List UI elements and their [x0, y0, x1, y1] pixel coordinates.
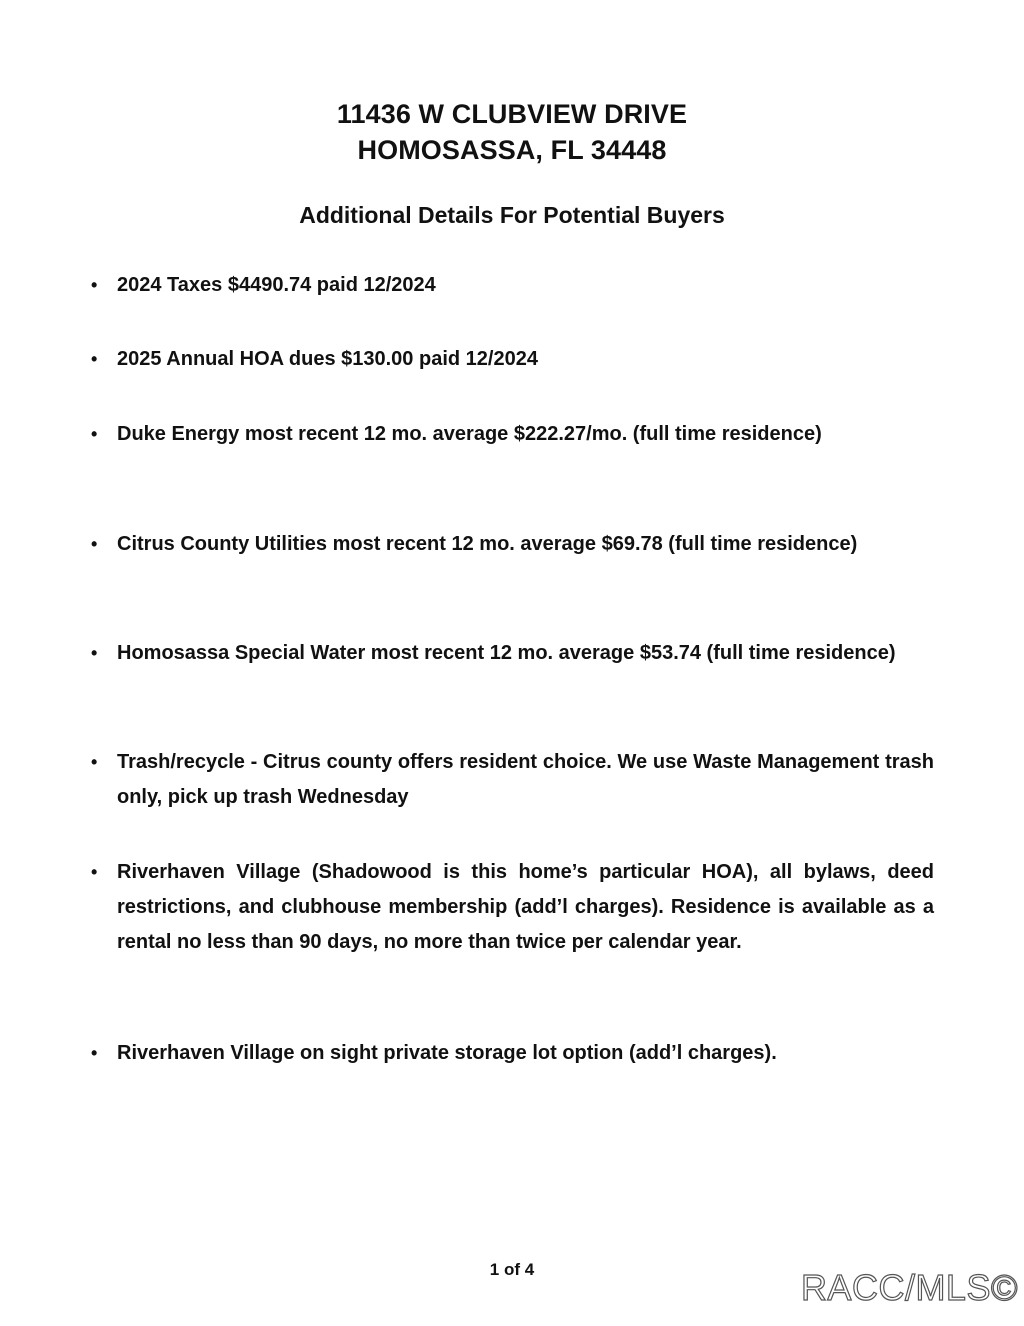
page-indicator: 1 of 4: [489, 1260, 535, 1279]
list-item-text: Riverhaven Village on sight private storage lot option (add’l charges).: [117, 1042, 777, 1064]
address-city-state-zip: HOMOSASSA, FL 34448: [357, 135, 667, 165]
list-item-text: Citrus County Utilities most recent 12 mo. average $69.78 (full time residence): [117, 533, 858, 555]
bullet-icon: •: [91, 1043, 98, 1063]
list-item-text: Riverhaven Village (Shadowood is this home’s particular HOA), all bylaws, deed restrictions, and clubhouse membership (add’l charges). Residence is available as a rental no less than 90 days, no more than twice per calendar year.: [117, 861, 934, 953]
bullet-icon: •: [91, 862, 98, 882]
list-item-text: 2025 Annual HOA dues $130.00 paid 12/2024: [117, 348, 538, 370]
bullet-icon: •: [91, 752, 98, 772]
list-item-text: Trash/recycle - Citrus county offers resident choice. We use Waste Management trash only, pick up trash Wednesday: [117, 751, 934, 808]
address-street: 11436 W CLUBVIEW DRIVE: [336, 99, 688, 129]
bullet-icon: •: [91, 275, 98, 295]
bullet-icon: •: [91, 349, 98, 369]
list-item-text: Homosassa Special Water most recent 12 mo. average $53.74 (full time residence): [117, 642, 896, 664]
list-item-text: 2024 Taxes $4490.74 paid 12/2024: [117, 274, 436, 296]
list-item: [88, 417, 934, 452]
list-item: [88, 1036, 934, 1071]
list-item: [88, 342, 934, 377]
list-item: [88, 855, 934, 960]
bullet-icon: •: [91, 534, 98, 554]
document-subtitle: Additional Details For Potential Buyers: [299, 202, 725, 228]
mls-watermark: RACC/MLS©: [800, 1267, 1018, 1308]
list-item: [88, 527, 934, 562]
list-item: [88, 745, 934, 815]
bullet-icon: •: [91, 643, 98, 663]
list-item: [88, 268, 934, 303]
bullet-icon: •: [91, 424, 98, 444]
address-header: [0, 96, 1024, 168]
list-item-text: Duke Energy most recent 12 mo. average $222.27/mo. (full time residence): [117, 423, 822, 445]
list-item: [88, 636, 934, 671]
